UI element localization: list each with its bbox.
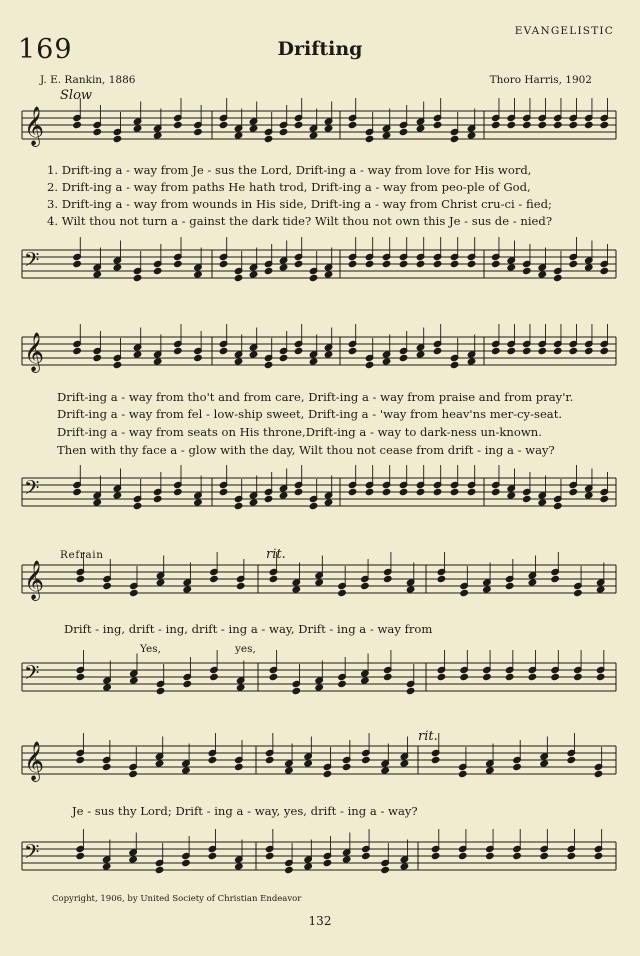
treble-staff-4 <box>22 746 616 774</box>
bass-clef-1: 𝄢 <box>24 248 40 276</box>
tempo-marking: Slow <box>60 88 93 103</box>
verse-2-line-1: 2. Drift-ing a - way from paths He hath trod, Drift-ing a - way from peo-ple of God, <box>47 180 531 194</box>
category-label: EVANGELISTIC <box>514 25 614 37</box>
bass-notes-4-1 <box>76 829 243 874</box>
rit-marking-2: rit. <box>418 729 438 744</box>
verse-3-line-2: Drift-ing a - way from seats on His throne,Drift-ing a - way to dark-ness un-known. <box>57 425 542 439</box>
treble-notes-1-2 <box>219 98 333 143</box>
treble-notes-3-3 <box>437 552 605 597</box>
bass-notes-1-3 <box>348 237 476 268</box>
composer-credit: Thoro Harris, 1902 <box>489 74 592 86</box>
bass-notes-1-4 <box>491 237 608 282</box>
treble-clef-3: 𝄞 <box>24 560 45 600</box>
copyright-notice: Copyright, 1906, by United Society of Christian Endeavor <box>52 894 302 904</box>
treble-clef-2: 𝄞 <box>24 332 45 372</box>
bass-notes-1-1 <box>73 237 202 282</box>
treble-notes-4-3 <box>431 733 602 778</box>
bass-notes-1-2 <box>219 237 333 282</box>
bass-clef-3: 𝄢 <box>24 661 40 689</box>
verse-1-line-1: 1. Drift-ing a - way from Je - sus the Lord, Drift-ing a - way from love for His word, <box>47 163 532 177</box>
treble-notes-1-3 <box>348 98 476 143</box>
bass-notes-3-2 <box>269 650 415 695</box>
bass-notes-2-1 <box>73 465 202 510</box>
bass-clef-2: 𝄢 <box>24 476 40 504</box>
treble-notes-4-1 <box>76 733 243 778</box>
treble-notes-2-2 <box>219 324 333 369</box>
bass-notes-2-3 <box>348 465 476 496</box>
treble-notes-2-3 <box>348 324 476 369</box>
bass-notes-4-2 <box>265 829 408 874</box>
hymn-title: Drifting <box>277 38 363 60</box>
bass-staff-4 <box>22 842 616 870</box>
page-number: 132 <box>308 914 332 928</box>
verse-3-line-1: 3. Drift-ing a - way from wounds in His side, Drift-ing a - way from Christ cru-ci - fied; <box>47 197 552 211</box>
bass-notes-4-3 <box>431 829 602 860</box>
refrain-yes-1: Yes, <box>140 643 161 655</box>
verse-4-line-1: 4. Wilt thou not turn a - gainst the dark tide? Wilt thou not own this Je - sus de - nied? <box>47 214 553 228</box>
treble-notes-4-2 <box>265 733 408 778</box>
verse-4-line-2: Then with thy face a - glow with the day, Wilt thou not cease from drift - ing a - way? <box>57 443 555 457</box>
treble-notes-2-4 <box>491 324 608 355</box>
hymn-number: 169 <box>18 34 73 65</box>
verse-2-line-2: Drift-ing a - way from fel - low-ship sweet, Drift-ing a - 'way from heav'ns mer-cy-seat. <box>57 407 563 421</box>
refrain-label: Refrain <box>60 549 104 561</box>
bass-notes-3-1 <box>76 650 245 695</box>
bass-notes-2-4 <box>491 465 608 510</box>
treble-notes-1-4 <box>491 98 608 129</box>
refrain-lyrics-line-1: Drift - ing, drift - ing, drift - ing a - way, Drift - ing a - way from <box>64 622 433 636</box>
rit-marking-1: rit. <box>266 547 286 562</box>
bass-clef-4: 𝄢 <box>24 840 40 868</box>
treble-clef-4: 𝄞 <box>24 741 45 781</box>
verse-1-line-2: Drift-ing a - way from tho't and from care, Drift-ing a - way from praise and from pray'r. <box>57 390 574 404</box>
author-credit: J. E. Rankin, 1886 <box>40 74 136 86</box>
treble-notes-1-1 <box>73 98 202 143</box>
refrain-lyrics-line-2: Je - sus thy Lord; Drift - ing a - way, yes, drift - ing a - way? <box>72 804 418 818</box>
bass-notes-2-2 <box>219 465 333 510</box>
refrain-yes-2: yes, <box>235 643 256 655</box>
treble-clef-1: 𝄞 <box>24 106 45 146</box>
treble-notes-2-1 <box>73 324 202 369</box>
treble-notes-3-2 <box>269 552 415 597</box>
bass-notes-3-3 <box>437 650 605 681</box>
